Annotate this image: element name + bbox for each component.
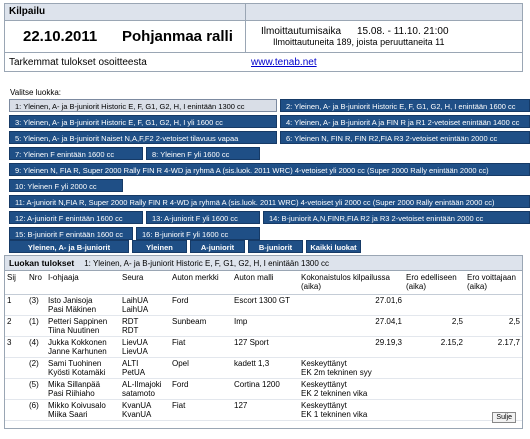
- total-result: Keskeyttänyt: [301, 401, 347, 410]
- start-number: (1): [29, 317, 39, 326]
- col-diff-winner: Ero voittajaan (aika): [465, 272, 522, 295]
- class-button-11[interactable]: 11: A-juniorit N,FIA R, Super 2000 Rally FIN R 4-WD ja ryhmä A (sis.luok. 2011 WRC) 4-vetoiset yli 2000 cc (Super 2000 Rally enintään 2000 cc): [9, 195, 530, 208]
- class-selector-label: Valitse luokka:: [10, 88, 61, 97]
- results-address-label: Tarkemmat tulokset osoitteesta: [9, 57, 147, 68]
- class-button-2[interactable]: 2: Yleinen, A- ja B-juniorit Historic E, F, G1, G2, H, I enintään 1600 cc: [280, 99, 530, 112]
- total-result: Keskeyttänyt: [301, 359, 347, 368]
- car-model: Imp: [234, 317, 248, 326]
- driver-club: LievUA: [122, 338, 148, 347]
- registration-label: Ilmoittautumisaika: [261, 26, 342, 37]
- total-result: Keskeyttänyt: [301, 380, 347, 389]
- diff-winner: 2,5: [508, 317, 520, 326]
- class-button-3[interactable]: 3: Yleinen, A- ja B-juniorit Historic E, F, G1, G2, H, I yli 1600 cc: [9, 115, 277, 128]
- results-class-name: 1: Yleinen, A- ja B-juniorit Historic E, F, G1, G2, H, I enintään 1300 cc: [84, 259, 330, 268]
- codriver-name: Kyösti Kotamäki: [48, 368, 106, 377]
- table-row: [5, 295, 522, 316]
- results-body: [5, 295, 522, 421]
- table-row: [5, 316, 522, 337]
- class-button-1[interactable]: 1: Yleinen, A- ja B-juniorit Historic E, F, G1, G2, H, I enintään 1300 cc: [9, 99, 277, 112]
- col-model: Auton malli: [232, 272, 299, 295]
- event-panel: [4, 3, 523, 72]
- result-note: EK 1 tekninen vika: [301, 410, 368, 419]
- diff-winner: 2.17,7: [497, 338, 520, 347]
- codriver-club: LievUA: [122, 347, 148, 356]
- total-result: 27.04,1: [375, 317, 402, 326]
- driver-club: RDT: [122, 317, 139, 326]
- driver-name: Petteri Sappinen: [48, 317, 108, 326]
- col-club: Seura: [120, 272, 170, 295]
- group-button-a-juniorit[interactable]: A-juniorit: [190, 240, 245, 253]
- col-brand: Auton merkki: [170, 272, 232, 295]
- class-button-12[interactable]: 12: A-juniorit F enintään 1600 cc: [9, 211, 143, 224]
- codriver-club: PetUA: [122, 368, 146, 377]
- total-result: 27.01,6: [375, 296, 402, 305]
- class-button-13[interactable]: 13: A-juniorit F yli 1600 cc: [146, 211, 260, 224]
- col-total: Kokonaistulos kilpailussa (aika): [299, 272, 404, 295]
- car-model: Escort 1300 GT: [234, 296, 291, 305]
- table-row: [5, 358, 522, 379]
- class-button-4[interactable]: 4: Yleinen, A- ja B-juniorit A ja FIN R ja R1 2-vetoiset enintään 1400 cc: [280, 115, 530, 128]
- results-panel: [4, 255, 523, 429]
- registration-period: 15.08. - 11.10. 21:00: [357, 26, 449, 37]
- start-number: (3): [29, 296, 39, 305]
- codriver-name: Miika Saari: [48, 410, 88, 419]
- results-header-row: [5, 272, 522, 295]
- group-button-b-juniorit[interactable]: B-juniorit: [248, 240, 303, 253]
- codriver-name: Tiina Nuutinen: [48, 326, 100, 335]
- codriver-name: Pasi Riihiaho: [48, 389, 95, 398]
- driver-name: Isto Janisoja: [48, 296, 93, 305]
- codriver-name: Janne Karhunen: [48, 347, 107, 356]
- group-button-all-juniors[interactable]: Yleinen, A- ja B-juniorit: [9, 240, 129, 253]
- car-model: 127 Sport: [234, 338, 269, 347]
- result-note: EK 2m tekninen syy: [301, 368, 372, 377]
- driver-name: Sami Tuohinen: [48, 359, 102, 368]
- event-divider: [245, 4, 246, 53]
- start-number: (5): [29, 380, 39, 389]
- col-driver: I-ohjaaja: [46, 272, 120, 295]
- car-brand: Fiat: [172, 401, 186, 410]
- close-button[interactable]: Sulje: [492, 412, 516, 423]
- event-name: Pohjanmaa ralli: [122, 28, 233, 45]
- car-brand: Opel: [172, 359, 189, 368]
- class-button-8[interactable]: 8: Yleinen F yli 1600 cc: [146, 147, 260, 160]
- car-brand: Sunbeam: [172, 317, 207, 326]
- total-result: 29.19,3: [375, 338, 402, 347]
- event-info-row: [5, 22, 522, 53]
- diff-previous: 2,5: [451, 317, 463, 326]
- registration-info: [261, 26, 449, 37]
- driver-club: LaihUA: [122, 296, 149, 305]
- event-date: 22.10.2011: [23, 28, 98, 45]
- codriver-club: satamoto: [122, 389, 155, 398]
- codriver-club: LaihUA: [122, 305, 149, 314]
- codriver-club: KvanUA: [122, 410, 152, 419]
- event-panel-title: Kilpailu: [5, 4, 522, 21]
- col-diff-prev: Ero edelliseen (aika): [404, 272, 465, 295]
- driver-name: Jukka Kokkonen: [48, 338, 107, 347]
- results-table: [5, 272, 522, 421]
- result-note: EK 2 tekninen vika: [301, 389, 368, 398]
- car-brand: Fiat: [172, 338, 186, 347]
- car-model: kadett 1,3: [234, 359, 270, 368]
- diff-previous: 2.15,2: [440, 338, 463, 347]
- car-model: Cortina 1200: [234, 380, 280, 389]
- class-button-14[interactable]: 14: B-juniorit A,N,FINR,FIA R2 ja R3 2-vetoiset enintään 2000 cc: [263, 211, 530, 224]
- car-brand: Ford: [172, 296, 189, 305]
- driver-club: ALTI: [122, 359, 139, 368]
- driver-name: Mikko Koivusalo: [48, 401, 106, 410]
- results-panel-header: [5, 256, 522, 271]
- results-panel-title: Luokan tulokset: [9, 258, 75, 268]
- start-number: (2): [29, 359, 39, 368]
- col-nro: Nro: [27, 272, 46, 295]
- driver-club: KvanUA: [122, 401, 152, 410]
- start-number: (6): [29, 401, 39, 410]
- col-sij: Sij: [5, 272, 27, 295]
- car-brand: Ford: [172, 380, 189, 389]
- class-button-16[interactable]: 16: B-juniorit F yli 1600 cc: [136, 227, 260, 240]
- codriver-name: Pasi Mäkinen: [48, 305, 97, 314]
- driver-club: AL-Ilmajoki: [122, 380, 162, 389]
- car-model: 127: [234, 401, 248, 410]
- class-button-15[interactable]: 15: B-juniorit F enintään 1600 cc: [9, 227, 133, 240]
- start-number: (4): [29, 338, 39, 347]
- class-button-5[interactable]: 5: Yleinen, A- ja B-juniorit Naiset N,A,F,F2 2-vetoiset tilavuus vapaa: [9, 131, 277, 144]
- position: 1: [7, 296, 12, 305]
- class-button-10[interactable]: 10: Yleinen F yli 2000 cc: [9, 179, 123, 192]
- class-button-6[interactable]: 6: Yleinen N, FIN R, FIN R2,FIA R3 2-vetoiset enintään 2000 cc: [280, 131, 530, 144]
- class-button-7[interactable]: 7: Yleinen F enintään 1600 cc: [9, 147, 143, 160]
- class-button-9[interactable]: 9: Yleinen N, FIA R, Super 2000 Rally FIN R 4-WD ja ryhmä A (sis.luok. 2011 WRC) 4-vetoiset yli 2000 cc (Super 2000 Rally enintään 2000 cc): [9, 163, 530, 176]
- table-row: [5, 337, 522, 358]
- results-link[interactable]: www.tenab.net: [251, 57, 317, 68]
- registration-stats: Ilmoittautuneita 189, joista peruuttaneita 11: [273, 37, 445, 47]
- group-button-yleinen[interactable]: Yleinen: [132, 240, 187, 253]
- codriver-club: RDT: [122, 326, 139, 335]
- table-row: [5, 379, 522, 400]
- position: 3: [7, 338, 12, 347]
- driver-name: Mika Sillanpää: [48, 380, 101, 389]
- table-row: [5, 400, 522, 421]
- group-button-kaikki[interactable]: Kaikki luokat: [306, 240, 361, 253]
- position: 2: [7, 317, 12, 326]
